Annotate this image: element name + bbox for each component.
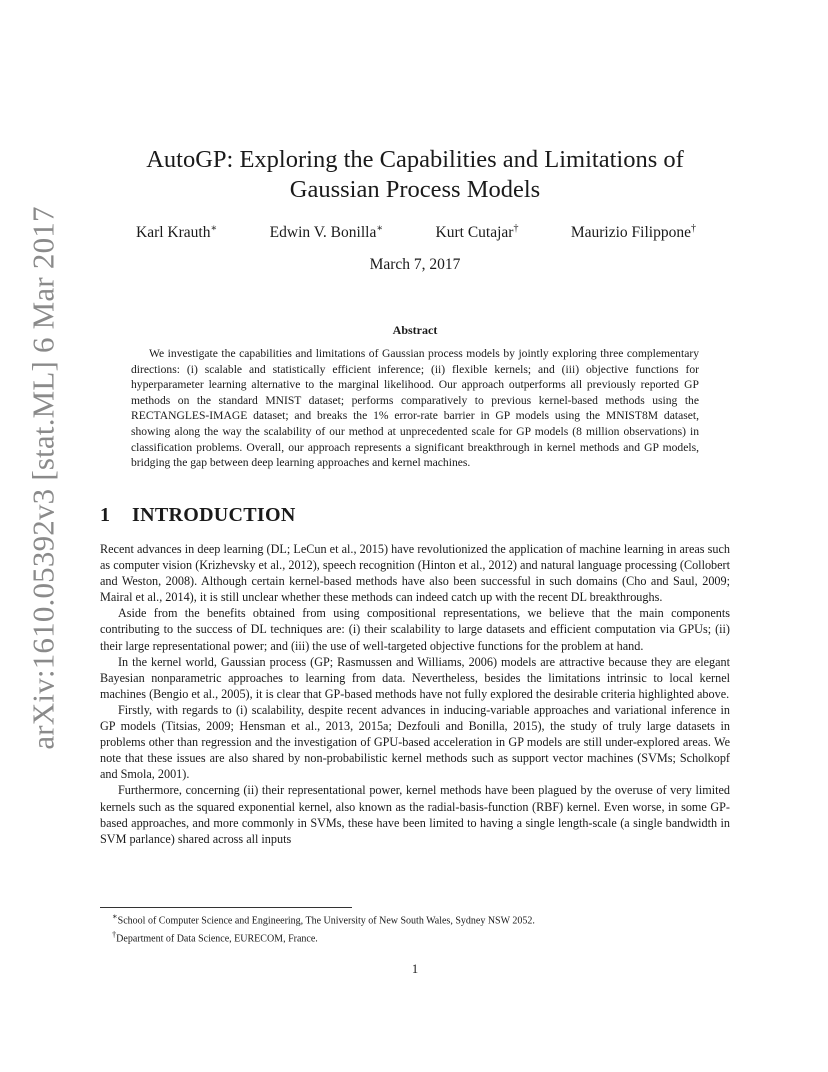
- author-name: Maurizio Filippone: [570, 224, 691, 242]
- body-paragraph: Recent advances in deep learning (DL; LeCun et al., 2015) have revolutionized the application of machine learning in areas such as computer vision (Krizhevsky et al., 2012), speech recognition (Hinton et al., 2012) and natural language processing (Collobert and Weston, 2008). Although certain kernel-based methods have also been successful in such domains (Cho and Saul, 2009; Mairal et al., 2014), it is still unclear whether these methods can indeed catch up with the recent DL breakthroughs.: [100, 542, 730, 605]
- author-affiliation-mark: †: [513, 223, 519, 234]
- footnote: [100, 928, 730, 946]
- page-number: 1: [411, 962, 419, 976]
- footnote-divider: [100, 907, 352, 908]
- section-heading: [100, 504, 296, 527]
- author: [436, 223, 519, 242]
- author: [270, 223, 383, 242]
- author-name: Edwin V. Bonilla: [269, 224, 377, 242]
- footnote-text: School of Computer Science and Engineering, The University of New South Wales, Sydney NSW 2052.: [117, 915, 535, 927]
- footnote-text: Department of Data Science, EURECOM, France.: [116, 933, 318, 945]
- footnote-mark: †: [112, 930, 117, 940]
- author-name: Kurt Cutajar: [435, 224, 514, 242]
- body-paragraph: Firstly, with regards to (i) scalability, despite recent advances in inducing-variable approaches and variational inference in GP models (Titsias, 2009; Hensman et al., 2013, 2015a; Dezfouli and Bonilla, 2015), the study of truly large datasets in problems other than regression and the investigation of GPU-based acceleration in GP models are still under-explored areas. We note that these issues are also shared by non-probabilistic kernel methods such as support vector machines (SVMs; Scholkopf and Smola, 2001).: [100, 702, 730, 782]
- abstract-paragraph: We investigate the capabilities and limitations of Gaussian process models by jointly exploring three complementary directions: (i) scalable and statistically efficient inference; (ii) flexible kernels; and (iii) objective functions for hyperparameter learning alternative to the marginal likelihood. Our approach outperforms all previously reported GP methods on the standard MNIST dataset; performs comparatively to previous kernel-based methods using the RECTANGLES-IMAGE dataset; and breaks the 1% error-rate barrier in GP models using the MNIST8M dataset, showing along the way the scalability of our method at unprecedented scale for GP models (8 million observations) in classification problems. Overall, our approach represents a significant breakthrough in kernel methods and GP models, bridging the gap between deep learning approaches and kernel machines.: [131, 347, 699, 470]
- author-affiliation-mark: ∗: [210, 223, 218, 234]
- author-list: [100, 223, 730, 242]
- author-affiliation-mark: †: [690, 223, 696, 234]
- paper-title-line-1: AutoGP: Exploring the Capabilities and Limitations of: [146, 146, 684, 173]
- paper-title: [100, 145, 730, 205]
- section-number: 1: [100, 504, 111, 526]
- body-paragraph: Furthermore, concerning (ii) their representational power, kernel methods have been plagued by the overuse of very limited kernels such as the squared exponential kernel, also known as the radial-basis-function (RBF) kernel. Even worse, in some GP-based approaches, and more commonly in SVMs, these have been limited to having a single length-scale (a single bandwidth in SVM parlance) shared across all inputs: [100, 783, 730, 846]
- section-title: INTRODUCTION: [132, 504, 296, 526]
- footnote-mark: ∗: [112, 912, 118, 921]
- footnote: [100, 910, 730, 928]
- author-name: Karl Krauth: [136, 224, 211, 242]
- author: [571, 223, 696, 242]
- paper-title-line-2: Gaussian Process Models: [289, 176, 541, 203]
- arxiv-identifier: [16, 206, 72, 750]
- body-paragraph: In the kernel world, Gaussian process (GP; Rasmussen and Williams, 2006) models are attractive because they are elegant Bayesian nonparametric approaches to learning from data. Nevertheless, besides the limitations intrinsic to local kernel machines (Bengio et al., 2005), it is clear that GP-based methods have not fully explored the desirable criteria highlighted above.: [100, 654, 730, 701]
- publication-date: March 7, 2017: [369, 256, 461, 273]
- abstract-heading: Abstract: [392, 323, 438, 337]
- author-affiliation-mark: ∗: [376, 223, 384, 234]
- author: [136, 223, 217, 242]
- abstract-body: [131, 346, 699, 471]
- footnotes: [100, 910, 730, 947]
- body-paragraph: Aside from the benefits obtained from using compositional representations, we believe that the main components contributing to the success of DL techniques are: (i) their scalability to large datasets and efficient computation via GPUs; (ii) their large representational power; and (iii) the use of well-targeted objective functions for the problem at hand.: [100, 606, 730, 653]
- section-body: [100, 541, 730, 847]
- arxiv-identifier-text: arXiv:1610.05392v3 [stat.ML] 6 Mar 2017: [26, 206, 61, 750]
